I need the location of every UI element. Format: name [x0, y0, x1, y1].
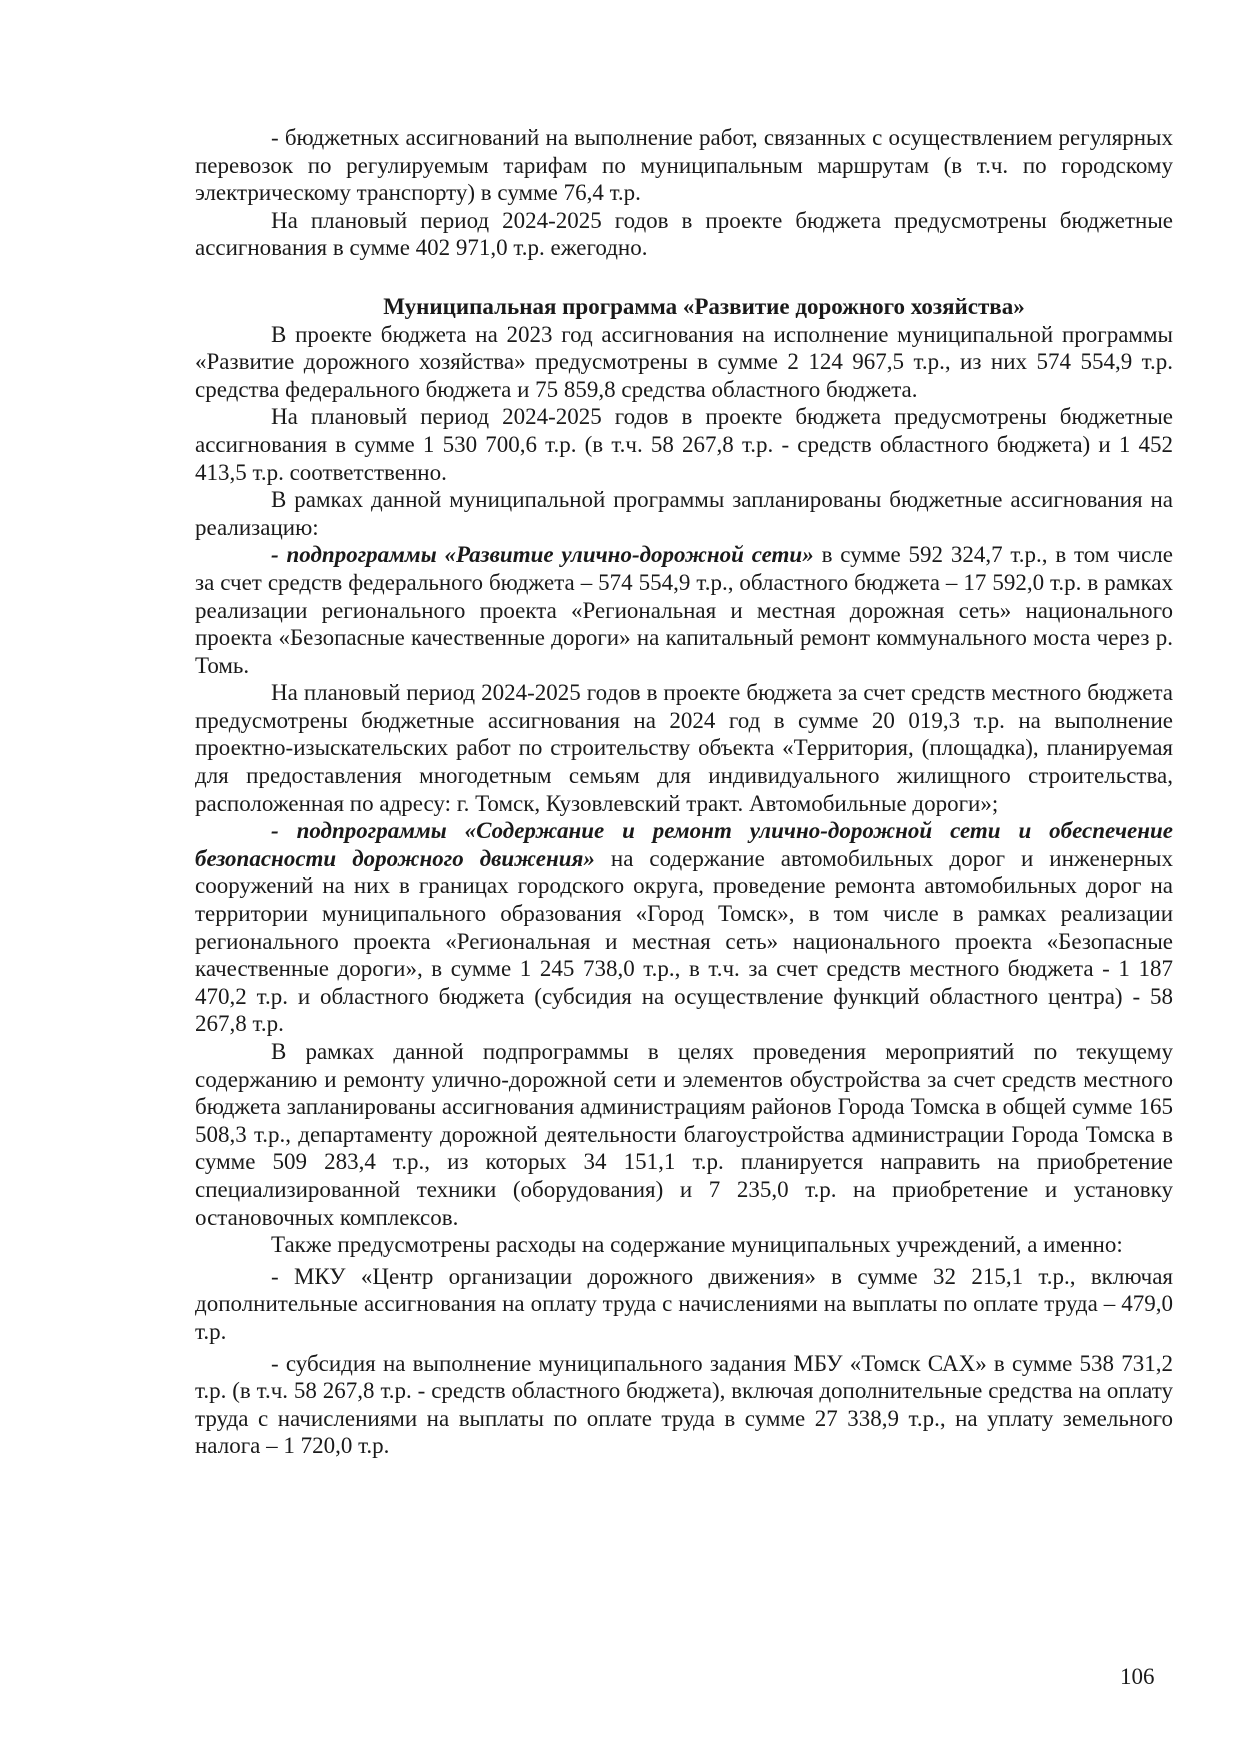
paragraph-local-budget-2024: На плановый период 2024-2025 годов в проекте бюджета за счет средств местного бюджета предусмотрены бюджетные ассигнования на 2024 год в сумме 20 019,3 т.р. на выполнение проектно-изыскательских работ по строительству объекта «Территория, (площадка), планируемая для предоставления многодетным семьям для индивидуального жилищного строительства, расположенная по адресу: г. Томск, Кузовлевский тракт. Автомобильные дороги»; — [195, 680, 1173, 816]
subprogram-prefix: - — [271, 818, 297, 844]
subprogram-body-maintenance: на содержание автомобильных дорог и инженерных сооружений на них в границах городского округа, проведение ремонта автомобильных дорог на территории муниципального образования «Город Томск», в том числе в рамках реализации регионального проекта «Региональная и местная сеть» национального проекта «Безопасные качественные дороги», в сумме 1 245 738,0 т.р., в т.ч. за счет средств местного бюджета - 1 187 470,2 т.р. и областного бюджета (субсидия на осуществление функций областного центра) - 58 267,8 т.р. — [195, 845, 1173, 1037]
paragraph-planning-period-transport: На плановый период 2024-2025 годов в проекте бюджета предусмотрены бюджетные ассигнования в сумме 402 971,0 т.р. ежегодно. — [195, 207, 1173, 261]
subprogram-title-maintenance: подпрограммы «Содержание и ремонт улично-дорожной сети и обеспечение безопасности дорожного движения» — [195, 818, 1173, 871]
paragraph-program-planning-period: На плановый период 2024-2025 годов в проекте бюджета предусмотрены бюджетные ассигнования в сумме 1 530 700,6 т.р. (в т.ч. 58 267,8 т.р. - средств областного бюджета) и 1 452 413,5 т.р. соответственно. — [195, 404, 1173, 485]
paragraph-program-scope: В рамках данной муниципальной программы запланированы бюджетные ассигнования на реализацию: — [195, 487, 1173, 540]
paragraph-institutions-intro: Также предусмотрены расходы на содержание муниципальных учреждений, а именно: — [271, 1232, 1123, 1258]
section-heading: Муниципальная программа «Развитие дорожного хозяйства» — [383, 293, 1025, 319]
paragraph-transport-allocations: - бюджетных ассигнований на выполнение работ, связанных с осуществлением регулярных перевозок по регулируемым тарифам по муниципальным маршрутам (в т.ч. по городскому электрическому транспорту) в сумме 76,4 т.р. — [195, 125, 1173, 206]
paragraph-subprogram-maintenance — [195, 817, 1173, 1038]
subprogram-body-street-network: в сумме 592 324,7 т.р., в том числе за счет средств федерального бюджета – 574 554,9 т.р., областного бюджета – 17 592,0 т.р. в рамках реализации регионального проекта «Региональная и местная дорожная сеть» национального проекта «Безопасные качественные дороги» на капитальный ремонт коммунального моста через р. Томь. — [195, 542, 1173, 678]
paragraph-subprogram-street-network — [195, 541, 1173, 679]
page-number: 106 — [1120, 1664, 1155, 1689]
paragraph-program-budget-2023: В проекте бюджета на 2023 год ассигнования на исполнение муниципальной программы «Развитие дорожного хозяйства» предусмотрены в сумме 2 124 967,5 т.р., из них 574 554,9 т.р. средства федерального бюджета и 75 859,8 средства областного бюджета. — [195, 321, 1173, 402]
paragraph-mku-traffic-center: - МКУ «Центр организации дорожного движения» в сумме 32 215,1 т.р., включая дополнительные ассигнования на оплату труда с начислениями на выплаты по оплате труда – 479,0 т.р. — [195, 1263, 1173, 1344]
paragraph-district-allocations: В рамках данной подпрограммы в целях проведения мероприятий по текущему содержанию и ремонту улично-дорожной сети и элементов обустройства за счет средств местного бюджета запланированы ассигнования администрациям районов Города Томска в общей сумме 165 508,3 т.р., департаменту дорожной деятельности благоустройства администрации Города Томска в сумме 509 283,4 т.р., из которых 34 151,1 т.р. планируется направить на приобретение специализированной техники (оборудования) и 7 235,0 т.р. на приобретение и установку остановочных комплексов. — [195, 1039, 1173, 1230]
document-page — [195, 124, 1173, 1460]
subprogram-prefix: - — [271, 542, 287, 568]
subprogram-title-street-network: подпрограммы «Развитие улично-дорожной сети» — [286, 542, 814, 568]
paragraph-mbu-tomsk-sah: - субсидия на выполнение муниципального задания МБУ «Томск САХ» в сумме 538 731,2 т.р. (в т.ч. 58 267,8 т.р. - средств областного бюджета), включая дополнительные средства на оплату труда с начислениями на выплаты по оплате труда в сумме 27 338,9 т.р., на уплату земельного налога – 1 720,0 т.р. — [195, 1350, 1173, 1459]
